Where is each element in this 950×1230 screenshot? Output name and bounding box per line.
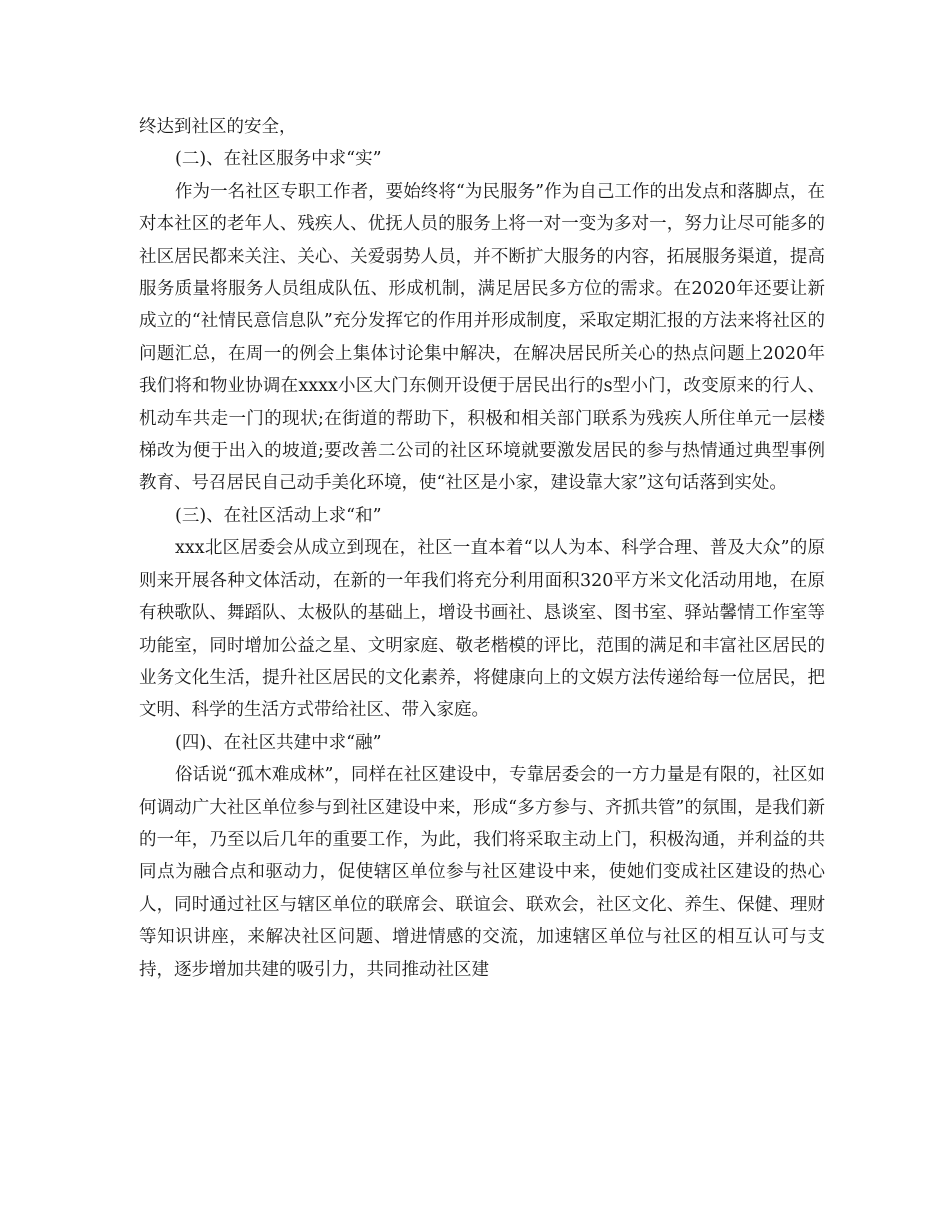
section-heading-3: (三)、在社区活动上求“和” <box>175 505 382 526</box>
paragraph-continuation: 终达到社区的安全， <box>139 117 297 137</box>
section-heading-2: (二)、在社区服务中求“实” <box>175 149 382 170</box>
section-heading-4: (四)、在社区共建中求“融” <box>175 732 382 753</box>
document-page <box>139 111 825 986</box>
paragraph-co-construction: 俗话说“孤木难成林”，同样在社区建设中，专靠居委会的一方力量是有限的，社区如何调动广大社区单位参与到社区建设中来，形成“多方参与、齐抓共管”的氛围，是我们新的一年，乃至以后几年的重要工作，为此，我们将采取主动上门，积极沟通，并利益的共同点为融合点和驱动力，促使辖区单位参与社区建设中来，使她们变成社区建设的热心人，同时通过社区与辖区单位的联席会、联谊会、联欢会，社区文化、养生、保健、理财等知识讲座，来解决社区问题、增进情感的交流，加速辖区单位与社区的相互认可与支持，逐步增加共建的吸引力，共同推动社区建 <box>139 765 825 980</box>
paragraph-activities: xxx北区居委会从成立到现在，社区一直本着“以人为本、科学合理、普及大众”的原则来开展各种文体活动，在新的一年我们将充分利用面积320平方米文化活动用地，在原有秧歌队、舞蹈队、太极队的基础上，增设书画社、恳谈室、图书室、驿站馨情工作室等功能室，同时增加公益之星、文明家庭、敬老楷模的评比，范围的满足和丰富社区居民的业务文化生活，提升社区居民的文化素养，将健康向上的文娱方法传递给每一位居民，把文明、科学的生活方式带给社区、带入家庭。 <box>139 538 825 721</box>
paragraph-service: 作为一名社区专职工作者，要始终将“为民服务”作为自己工作的出发点和落脚点，在对本社区的老年人、残疾人、优抚人员的服务上将一对一变为多对一，努力让尽可能多的社区居民都来关注、关心、关爱弱势人员，并不断扩大服务的内容，拓展服务渠道，提高服务质量将服务人员组成队伍、形成机制，满足居民多方位的需求。在2020年还要让新成立的“社情民意信息队”充分发挥它的作用并形成制度，采取定期汇报的方法来将社区的问题汇总，在周一的例会上集体讨论集中解决，在解决居民所关心的热点问题上2020年我们将和物业协调在xxxx小区大门东侧开设便于居民出行的s型小门，改变原来的行人、机动车共走一门的现状;在街道的帮助下，积极和相关部门联系为残疾人所住单元一层楼梯改为便于出入的坡道;要改善二公司的社区环境就要激发居民的参与热情通过典型事例教育、号召居民自己动手美化环境，使“社区是小家，建设靠大家”这句话落到实处。 <box>139 181 825 494</box>
